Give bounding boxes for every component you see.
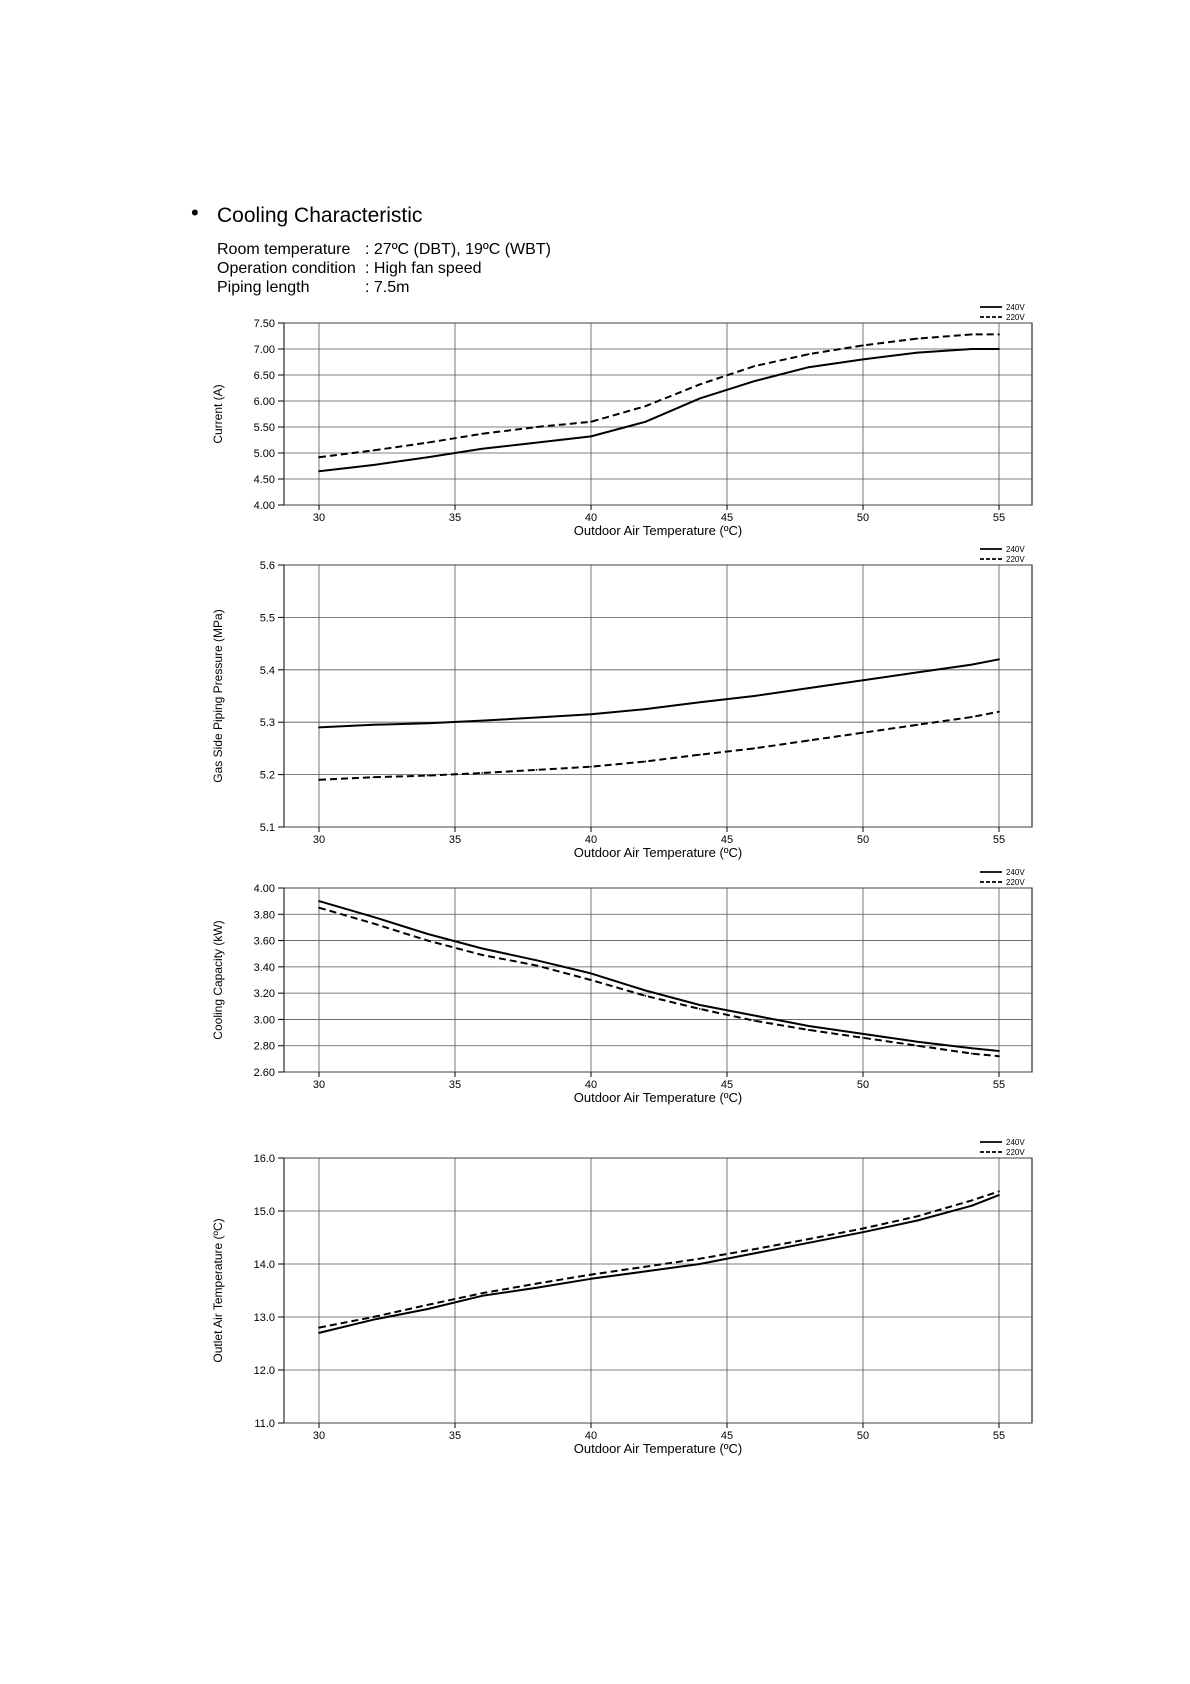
data-point-240V — [917, 352, 919, 354]
data-point-220V — [536, 965, 538, 967]
data-point-220V — [808, 1029, 810, 1031]
data-point-240V — [699, 1004, 701, 1006]
data-point-220V — [808, 1238, 810, 1240]
x-tick-label: 45 — [720, 1430, 734, 1442]
data-point-220V — [590, 1274, 592, 1276]
legend-label: 240V — [1006, 868, 1025, 877]
y-tick-label: 5.5 — [259, 612, 275, 625]
x-tick-label: 55 — [992, 512, 1006, 524]
x-tick-label: 30 — [312, 512, 326, 524]
data-point-220V — [590, 766, 592, 768]
y-tick-label: 3.20 — [253, 988, 275, 1001]
condition-label: Operation condition — [217, 260, 356, 277]
y-tick-label: 11.0 — [254, 1418, 275, 1430]
condition-value: : 7.5m — [365, 279, 410, 296]
condition-value: : High fan speed — [365, 260, 482, 277]
data-point-220V — [645, 1266, 647, 1268]
x-tick-label: 45 — [720, 1079, 734, 1091]
plot-frame — [284, 323, 1032, 505]
condition-label: Room temperature — [217, 241, 351, 258]
data-point-220V — [373, 1316, 375, 1318]
y-tick-label: 2.80 — [253, 1040, 275, 1053]
legend-label: 220V — [1006, 313, 1025, 322]
y-tick-label: 6.50 — [253, 370, 275, 382]
data-point-220V — [318, 456, 320, 458]
data-point-220V — [808, 353, 810, 355]
data-point-220V — [427, 442, 429, 444]
x-tick-label: 40 — [584, 1079, 598, 1091]
x-tick-label: 35 — [448, 1430, 462, 1442]
data-point-240V — [590, 1278, 592, 1280]
legend-label: 240V — [1006, 545, 1025, 554]
data-point-240V — [998, 348, 1000, 350]
x-tick-label: 45 — [720, 834, 734, 846]
y-tick-label: 5.50 — [253, 422, 275, 434]
y-axis-label: Outlet Air Temperature (ºC) — [211, 1218, 225, 1363]
data-point-240V — [971, 348, 973, 350]
data-point-220V — [808, 740, 810, 742]
gas-pressure-chart — [0, 545, 1190, 875]
y-tick-label: 5.2 — [259, 769, 275, 782]
legend-label: 240V — [1006, 303, 1025, 312]
y-tick-label: 5.6 — [259, 560, 275, 572]
x-tick-label: 35 — [448, 834, 462, 846]
section-title: Cooling Characteristic — [217, 204, 423, 227]
data-point-240V — [590, 713, 592, 715]
y-tick-label: 4.00 — [253, 500, 275, 512]
data-point-240V — [318, 470, 320, 472]
data-point-240V — [645, 1271, 647, 1273]
data-point-240V — [427, 722, 429, 724]
x-tick-label: 50 — [856, 834, 870, 846]
x-axis-label: Outdoor Air Temperature (ºC) — [573, 1441, 743, 1456]
data-point-240V — [590, 435, 592, 437]
y-axis-label: Gas Side Piping Pressure (MPa) — [211, 609, 225, 783]
legend-label: 220V — [1006, 1148, 1025, 1157]
data-point-240V — [373, 1319, 375, 1321]
y-tick-label: 7.50 — [253, 318, 275, 330]
data-point-240V — [753, 1015, 755, 1017]
data-point-220V — [699, 1008, 701, 1010]
data-point-220V — [971, 716, 973, 718]
data-point-220V — [427, 940, 429, 942]
x-tick-label: 35 — [448, 1079, 462, 1091]
y-tick-label: 5.1 — [259, 822, 275, 834]
data-point-220V — [373, 776, 375, 778]
x-tick-label: 40 — [584, 512, 598, 524]
data-point-220V — [971, 1200, 973, 1202]
y-tick-label: 12.0 — [253, 1365, 275, 1377]
x-tick-label: 55 — [992, 834, 1006, 846]
y-tick-label: 7.00 — [253, 344, 275, 356]
bullet-icon: • — [191, 200, 199, 225]
data-point-220V — [998, 334, 1000, 336]
data-point-240V — [753, 1253, 755, 1255]
y-tick-label: 3.00 — [253, 1014, 275, 1027]
series-line-220V — [319, 1191, 999, 1327]
legend-label: 220V — [1006, 878, 1025, 887]
data-point-240V — [536, 442, 538, 444]
data-point-220V — [645, 995, 647, 997]
y-tick-label: 4.50 — [253, 474, 275, 486]
data-point-220V — [862, 1037, 864, 1039]
x-axis-label: Outdoor Air Temperature (ºC) — [573, 523, 743, 538]
data-point-240V — [427, 1308, 429, 1310]
y-tick-label: 15.0 — [253, 1206, 275, 1218]
x-axis-label: Outdoor Air Temperature (ºC) — [573, 1090, 743, 1105]
data-point-240V — [971, 1205, 973, 1207]
data-point-220V — [481, 433, 483, 435]
data-point-220V — [318, 779, 320, 781]
x-tick-label: 35 — [448, 512, 462, 524]
data-point-240V — [753, 695, 755, 697]
data-point-240V — [917, 1220, 919, 1222]
data-point-220V — [536, 426, 538, 428]
data-point-240V — [917, 672, 919, 674]
data-point-240V — [808, 687, 810, 689]
data-point-240V — [753, 380, 755, 382]
data-point-220V — [318, 907, 320, 909]
data-point-220V — [862, 344, 864, 346]
data-point-240V — [318, 1332, 320, 1334]
data-point-240V — [373, 916, 375, 918]
data-point-220V — [998, 1055, 1000, 1057]
data-point-220V — [427, 1304, 429, 1306]
data-point-220V — [645, 405, 647, 407]
data-point-240V — [862, 1033, 864, 1035]
y-tick-label: 3.60 — [253, 935, 275, 948]
data-point-220V — [917, 1045, 919, 1047]
data-point-220V — [536, 1283, 538, 1285]
y-axis-label: Cooling Capacity (kW) — [211, 920, 225, 1040]
data-point-220V — [998, 1190, 1000, 1192]
data-point-240V — [971, 664, 973, 666]
data-point-240V — [481, 720, 483, 722]
current-chart — [0, 300, 1190, 550]
data-point-220V — [753, 1248, 755, 1250]
data-point-220V — [971, 334, 973, 336]
x-tick-label: 55 — [992, 1430, 1006, 1442]
y-tick-label: 3.80 — [253, 909, 275, 922]
y-tick-label: 6.00 — [253, 396, 275, 408]
data-point-220V — [862, 1228, 864, 1230]
data-point-240V — [699, 701, 701, 703]
data-point-220V — [699, 1258, 701, 1260]
x-tick-label: 40 — [584, 834, 598, 846]
y-tick-label: 16.0 — [253, 1153, 275, 1165]
condition-value: : 27ºC (DBT), 19ºC (WBT) — [365, 241, 551, 258]
data-point-240V — [808, 366, 810, 368]
data-point-220V — [862, 732, 864, 734]
y-tick-label: 5.4 — [259, 664, 275, 677]
y-tick-label: 5.3 — [259, 717, 275, 730]
data-point-220V — [536, 769, 538, 771]
x-axis-label: Outdoor Air Temperature (ºC) — [573, 845, 743, 860]
x-tick-label: 55 — [992, 1079, 1006, 1091]
y-tick-label: 3.40 — [253, 961, 275, 974]
data-point-240V — [373, 464, 375, 466]
x-tick-label: 50 — [856, 512, 870, 524]
x-tick-label: 30 — [312, 1079, 326, 1091]
data-point-220V — [645, 761, 647, 763]
data-point-240V — [590, 973, 592, 975]
data-point-240V — [373, 724, 375, 726]
y-axis-label: Current (A) — [211, 384, 225, 444]
data-point-240V — [917, 1041, 919, 1043]
data-point-240V — [998, 1050, 1000, 1052]
data-point-220V — [971, 1053, 973, 1055]
data-point-220V — [998, 711, 1000, 713]
data-point-240V — [536, 1287, 538, 1289]
y-tick-label: 4.00 — [253, 883, 275, 895]
data-point-240V — [645, 990, 647, 992]
data-point-240V — [318, 727, 320, 729]
x-tick-label: 50 — [856, 1430, 870, 1442]
x-tick-label: 45 — [720, 512, 734, 524]
data-point-240V — [862, 679, 864, 681]
plot-frame — [284, 565, 1032, 827]
data-point-220V — [373, 450, 375, 452]
data-point-220V — [481, 1292, 483, 1294]
data-point-220V — [753, 1020, 755, 1022]
data-point-220V — [917, 338, 919, 340]
data-point-240V — [971, 1047, 973, 1049]
data-point-240V — [699, 1263, 701, 1265]
y-tick-label: 13.0 — [253, 1312, 275, 1324]
data-point-240V — [645, 421, 647, 423]
x-tick-label: 50 — [856, 1079, 870, 1091]
series-line-220V — [319, 334, 999, 457]
plot-frame — [284, 1158, 1032, 1423]
data-point-220V — [753, 365, 755, 367]
data-point-220V — [481, 954, 483, 956]
data-point-240V — [318, 900, 320, 902]
data-point-240V — [481, 448, 483, 450]
data-point-220V — [427, 775, 429, 777]
data-point-240V — [536, 959, 538, 961]
cooling-capacity-chart — [0, 870, 1190, 1115]
data-point-220V — [590, 979, 592, 981]
x-tick-label: 30 — [312, 1430, 326, 1442]
legend-label: 220V — [1006, 555, 1025, 564]
data-point-240V — [808, 1242, 810, 1244]
legend-label: 240V — [1006, 1138, 1025, 1147]
data-point-220V — [318, 1327, 320, 1329]
data-point-240V — [998, 1194, 1000, 1196]
data-point-240V — [808, 1025, 810, 1027]
data-point-240V — [699, 398, 701, 400]
data-point-240V — [427, 456, 429, 458]
x-tick-label: 30 — [312, 834, 326, 846]
data-point-240V — [998, 658, 1000, 660]
data-point-240V — [862, 1231, 864, 1233]
outlet-air-temperature-chart — [0, 1140, 1190, 1470]
data-point-220V — [590, 421, 592, 423]
data-point-240V — [481, 1295, 483, 1297]
data-point-240V — [536, 717, 538, 719]
data-point-240V — [427, 933, 429, 935]
data-point-220V — [917, 1215, 919, 1217]
x-tick-label: 40 — [584, 1430, 598, 1442]
data-point-220V — [699, 383, 701, 385]
data-point-220V — [917, 724, 919, 726]
y-tick-label: 5.00 — [253, 448, 275, 460]
data-point-240V — [862, 359, 864, 361]
y-tick-label: 2.60 — [253, 1067, 275, 1079]
y-tick-label: 14.0 — [253, 1259, 275, 1271]
series-line-240V — [319, 901, 999, 1051]
data-point-220V — [481, 772, 483, 774]
data-point-220V — [699, 754, 701, 756]
condition-label: Piping length — [217, 279, 310, 296]
data-point-240V — [481, 948, 483, 950]
data-point-220V — [373, 923, 375, 925]
series-line-220V — [319, 908, 999, 1056]
data-point-240V — [645, 708, 647, 710]
plot-frame — [284, 888, 1032, 1072]
data-point-220V — [753, 748, 755, 750]
